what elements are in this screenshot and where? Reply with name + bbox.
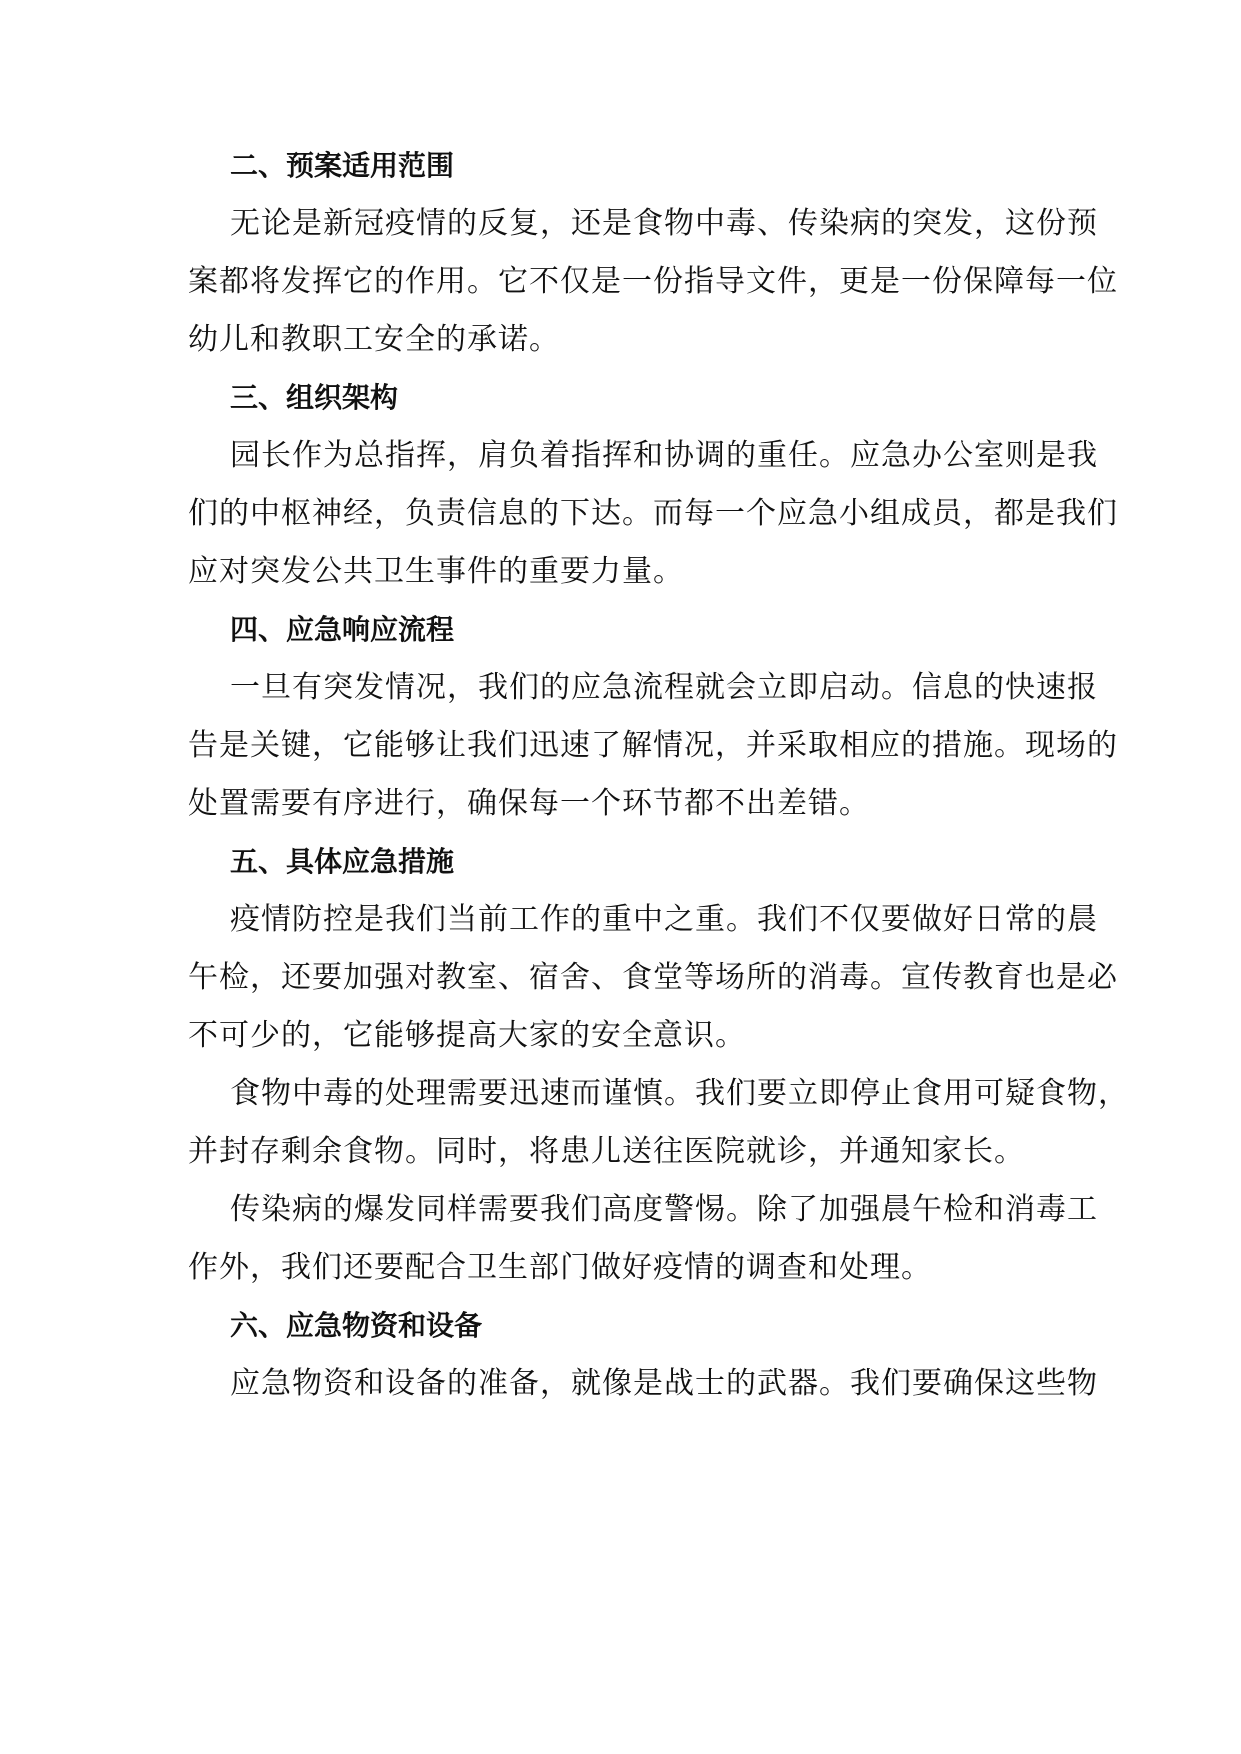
section-heading: 五、具体应急措施 (230, 845, 455, 878)
paragraph-line: 案都将发挥它的作用。它不仅是一份指导文件，更是一份保障每一位 (188, 264, 1118, 299)
paragraph-line: 幼儿和教职工安全的承诺。 (188, 322, 560, 357)
section-heading: 四、应急响应流程 (230, 613, 455, 646)
paragraph-line: 应急物资和设备的准备，就像是战士的武器。我们要确保这些物 (230, 1366, 1098, 1401)
paragraph-line: 并封存剩余食物。同时，将患儿送往医院就诊，并通知家长。 (188, 1134, 1025, 1169)
paragraph-line: 应对突发公共卫生事件的重要力量。 (188, 554, 684, 589)
section-heading: 六、应急物资和设备 (230, 1309, 483, 1342)
section-heading: 三、组织架构 (230, 381, 399, 414)
paragraph-line: 传染病的爆发同样需要我们高度警惕。除了加强晨午检和消毒工 (230, 1192, 1098, 1227)
paragraph-line: 告是关键，它能够让我们迅速了解情况，并采取相应的措施。现场的 (188, 728, 1118, 763)
paragraph-line: 午检，还要加强对教室、宿舍、食堂等场所的消毒。宣传教育也是必 (188, 960, 1118, 995)
paragraph-line: 无论是新冠疫情的反复，还是食物中毒、传染病的突发，这份预 (230, 206, 1098, 241)
paragraph-line: 食物中毒的处理需要迅速而谨慎。我们要立即停止食用可疑食物， (230, 1076, 1129, 1111)
section-heading: 二、预案适用范围 (230, 149, 455, 182)
paragraph-line: 们的中枢神经，负责信息的下达。而每一个应急小组成员，都是我们 (188, 496, 1118, 531)
paragraph-line: 园长作为总指挥，肩负着指挥和协调的重任。应急办公室则是我 (230, 438, 1098, 473)
paragraph-line: 疫情防控是我们当前工作的重中之重。我们不仅要做好日常的晨 (230, 902, 1098, 937)
paragraph-line: 不可少的，它能够提高大家的安全意识。 (188, 1018, 746, 1053)
paragraph-line: 处置需要有序进行，确保每一个环节都不出差错。 (188, 786, 870, 821)
paragraph-line: 一旦有突发情况，我们的应急流程就会立即启动。信息的快速报 (230, 670, 1098, 705)
paragraph-line: 作外，我们还要配合卫生部门做好疫情的调查和处理。 (188, 1250, 932, 1285)
